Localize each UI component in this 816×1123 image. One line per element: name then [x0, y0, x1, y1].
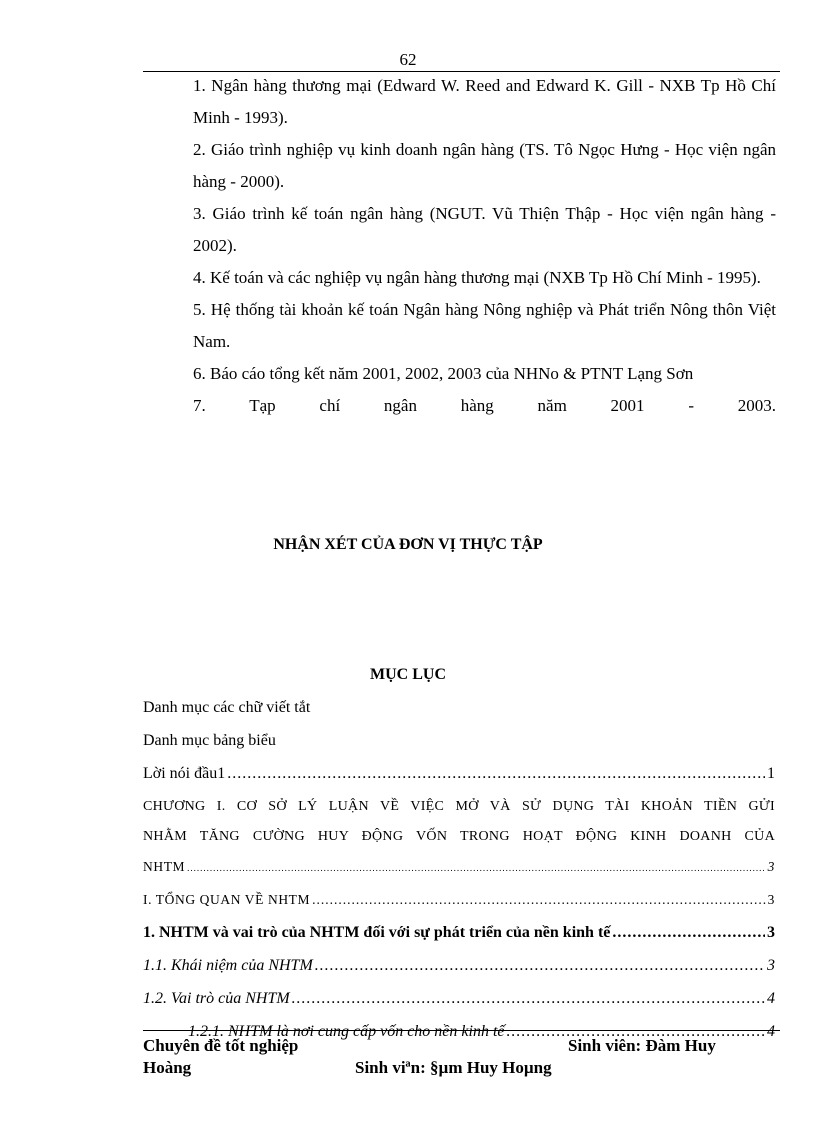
toc-entry-chapter1[interactable] [143, 853, 775, 886]
reference-item: 6. Báo cáo tổng kết năm 2001, 2002, 2003 của NHNo & PTNT Lạng Sơn [193, 364, 694, 383]
toc-entry-item11[interactable] [143, 952, 775, 985]
toc-entry-item12[interactable] [143, 985, 775, 1018]
toc-entry-item1[interactable] [143, 919, 775, 952]
footer-name-continuation: Hoàng [143, 1058, 192, 1077]
footer-garbled-student: Sinh viªn: §µm Huy Hoµng [355, 1058, 552, 1077]
toc-entry-section1[interactable] [143, 886, 775, 919]
toc-page-number: 4 [767, 1023, 775, 1040]
toc-entry-label: Danh mục các chữ viết tắt [143, 699, 311, 716]
toc-entry-abbreviations[interactable] [143, 694, 775, 727]
toc-chapter-line[interactable]: CHƯƠNG I. CƠ SỞ LÝ LUẬN VỀ VIỆC MỞ VÀ SỬ DỤNG TÀI KHOẢN TIỀN GỬI [143, 799, 775, 814]
dot-leader [292, 985, 765, 1013]
dot-leader [312, 886, 766, 914]
toc-entry-label: Danh mục bảng biểu [143, 732, 276, 749]
reference-item: 5. Hệ thống tài khoản kế toán Ngân hàng Nông nghiệp và Phát triển Nông thôn Việt Nam. [193, 300, 776, 351]
reference-item: 1. Ngân hàng thương mại (Edward W. Reed and Edward K. Gill - NXB Tp Hồ Chí Minh - 1993). [193, 76, 776, 127]
dot-leader [315, 952, 765, 980]
footer-rule [143, 1030, 780, 1031]
dot-leader [187, 854, 765, 882]
footer-student: Sinh viên: Đàm Huy [568, 1036, 716, 1055]
toc-entry-label: 1. NHTM và vai trò của NHTM đối với sự phát triển của nền kinh tế [143, 924, 611, 941]
toc-page-number: 1 [767, 765, 775, 782]
dot-leader [227, 760, 765, 788]
toc-page-number: 3 [767, 859, 775, 874]
toc-entry-label: 1.2.1. NHTM là nơi cung cấp vốn cho nền kinh tế [188, 1023, 505, 1040]
toc-page-number: 3 [767, 957, 775, 974]
toc-page-number: 4 [767, 990, 775, 1007]
footer-topic: Chuyên đề tốt nghiệp [143, 1036, 299, 1055]
toc-entry-tables[interactable] [143, 727, 775, 760]
internship-heading: NHẬN XÉT CỦA ĐƠN VỊ THỰC TẬP [273, 536, 543, 553]
page-footer [143, 1035, 743, 1079]
reference-item: 4. Kế toán và các nghiệp vụ ngân hàng thương mại (NXB Tp Hồ Chí Minh - 1995). [193, 268, 761, 287]
table-of-contents [143, 694, 775, 1051]
toc-entry-preface[interactable] [143, 760, 775, 793]
dot-leader [612, 919, 765, 947]
toc-chapter-line[interactable]: NHẰM TĂNG CƯỜNG HUY ĐỘNG VỐN TRONG HOẠT ĐỘNG KINH DOANH CỦA [143, 829, 775, 844]
toc-entry-label: 1.1. Khái niệm của NHTM [143, 957, 313, 974]
toc-entry-label: NHTM [143, 859, 186, 874]
toc-page-number: 3 [767, 924, 775, 941]
reference-item: 7. Tạp chí ngân hàng năm 2001 - 2003. [193, 396, 776, 415]
toc-entry-label: Lời nói đầu1 [143, 765, 226, 782]
toc-entry-label: 1.2. Vai trò của NHTM [143, 990, 290, 1007]
reference-item: 2. Giáo trình nghiệp vụ kinh doanh ngân hàng (TS. Tô Ngọc Hưng - Học viện ngân hàng - 2000). [193, 140, 776, 191]
toc-page-number: 3 [767, 892, 775, 907]
toc-title: MỤC LỤC [370, 666, 446, 683]
toc-entry-label: I. TỔNG QUAN VỀ NHTM [143, 892, 311, 907]
reference-item: 3. Giáo trình kế toán ngân hàng (NGUT. Vũ Thiện Thập - Học viện ngân hàng - 2002). [193, 204, 776, 255]
page-number: 62 [399, 50, 417, 69]
reference-list [193, 70, 776, 422]
